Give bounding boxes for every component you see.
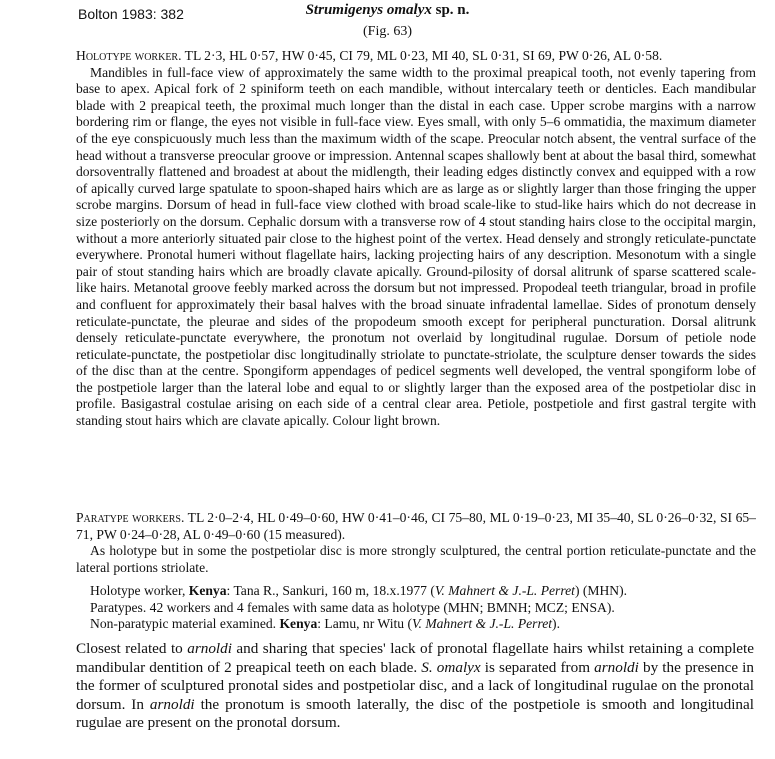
material-holotype-line — [90, 583, 756, 600]
species-ref-arnoldi: arnoldi — [149, 695, 195, 713]
nonparatypic-prefix: Non-paratypic material examined. — [90, 616, 280, 632]
holotype-description — [76, 48, 756, 430]
material-nonparatypic-line — [90, 616, 756, 633]
nonparatypic-locality: : Lamu, nr Witu ( — [317, 616, 412, 632]
holotype-depository: ) (MHN). — [574, 583, 628, 598]
material-examined — [90, 583, 756, 633]
paratype-measurements-block — [76, 510, 756, 543]
holotype-description-text: Mandibles in full-face view of approximately the same width to the proximal preapical tooth, not evenly tapering from base to apex. Apical fork of 2 spiniform teeth on each mandible, without intercalary teeth or denticles. Each mandibular blade with 2 preapical teeth, the proximal much longer than the distal in each case. Upper scrobe margins with a narrow bordering rim or flange, the eyes not visible in full-face view. Eyes small, with only 5–6 ommatidia, the maximum diameter of the eye conspicuously much less than the maximum width of the scape. Preocular notch absent, the ventral surface of the head without a transverse preocular groove or impression. Antennal scapes shallowly bent at about the basal third, somewhat dorsoventrally flattened and broadest at about the midlength, their leading edges distinctly convex and equipped with a row of apically curved large spatulate to spoon-shaped hairs which are as large as or slightly larger than those fringing the upper scrobe margins. Dorsum of head in full-face view clothed with broad scale-like to stud-like hairs which do not decrease in size posteriorly on the dorsum. Cephalic dorsum with a transverse row of 4 stout standing hairs close to the occipital margin, without a more anteriorly situated pair close to the highest point of the vertex. Head densely and strongly reticulate-punctate everywhere. Pronotal humeri without flagellate hairs, lacking projecting hairs of any description. Mesonotum with a single pair of stout standing hairs which are broadly clavate apically. Ground-pilosity of dorsal alitrunk of sparse scattered scale-like hairs. Metanotal groove feebly marked across the dorsum but not impressed. Propodeal teeth triangular, broad in profile and confluent for approximately their basal halves with the broad sinuate infradental lamellae. Sides of pronotum densely reticulate-punctate, the pleurae and sides of the propodeum smooth except for peripheral puncturation. Dorsal alitrunk densely reticulate-punctate everywhere, the pronotum not overlaid by longitudinal rugulae. Dorsum of petiole node reticulate-punctate, the postpetiolar disc longitudinally striolate to punctate-striolate, the sculpture denser towards the sides of the disc than at the centre. Spongiform appendages of pedicel segments well developed, the ventral spongiform lobe of the postpetiole larger than the lateral lobe and equal to or slightly larger than the exposed area of the postpetiolar disc in profile. Basigastral costulae arising on each side of a central clear area. Petiole, postpetiole and first gastral tergite with standing stout hairs which are clavate apically. Colour light brown. — [76, 64, 756, 429]
holotype-prefix: Holotype worker, — [90, 583, 189, 598]
paratype-heading: Paratype workers. — [76, 510, 185, 525]
nonparatypic-end: ). — [552, 616, 560, 632]
material-paratypes-line: Paratypes. 42 workers and 4 females with same data as holotype (MHN; BMNH; MCZ; ENSA). — [90, 599, 615, 615]
paratype-measurements: TL 2·0–2·4, HL 0·49–0·60, HW 0·41–0·46, CI 75–80, ML 0·19–0·23, MI 35–40, SL 0·26–0·32, SI 65–71, PW 0·24–0·28, AL 0·49–0·60 (15 measured). — [76, 510, 756, 542]
holotype-measurements: TL 2·3, HL 0·57, HW 0·45, CI 79, ML 0·23, MI 40, SL 0·31, SI 69, PW 0·26, AL 0·58. — [181, 48, 663, 63]
species-title — [0, 2, 775, 19]
discussion-text: Closest related to — [76, 640, 188, 657]
species-ref-arnoldi: arnoldi — [594, 658, 639, 676]
species-ref-omalyx: S. omalyx — [421, 658, 481, 676]
discussion-text: by the presence in the former of sculptured pronotal sides and postpetiolar disc, and a lack of longitudinal rugulae on the pronotal dorsum. In — [76, 658, 754, 713]
holotype-locality: : Tana R., Sankuri, 160 m, 18.x.1977 ( — [226, 583, 435, 598]
species-suffix: sp. n. — [431, 2, 470, 18]
species-ref-arnoldi: arnoldi — [187, 640, 232, 657]
discussion-paragraph — [76, 640, 754, 733]
discussion-text: and sharing that species' lack of pronotal flagellate hairs whilst retaining a complete mandibular dentition of 2 preapical teeth on each blade. — [76, 640, 754, 676]
nonparatypic-country: Kenya — [279, 616, 318, 632]
source-citation: Bolton 1983: 382 — [78, 6, 184, 22]
holotype-heading: Holotype worker. — [76, 48, 182, 63]
paratype-note: As holotype but in some the postpetiolar disc is more strongly sculptured, the central portion reticulate-punctate and the lateral portions striolate. — [76, 543, 756, 575]
discussion-text: the pronotum is smooth laterally, the disc of the postpetiole is smooth and longitudinal rugulae are present on the pronotal dorsum. — [76, 695, 754, 732]
holotype-collectors: V. Mahnert & J.-L. Perret — [434, 583, 575, 598]
figure-reference: (Fig. 63) — [363, 24, 412, 39]
nonparatypic-collectors: V. Mahnert & J.-L. Perret — [411, 616, 553, 632]
species-name: Strumigenys omalyx — [305, 2, 432, 18]
holotype-country: Kenya — [188, 583, 227, 598]
discussion-text: is separated from — [480, 658, 595, 676]
